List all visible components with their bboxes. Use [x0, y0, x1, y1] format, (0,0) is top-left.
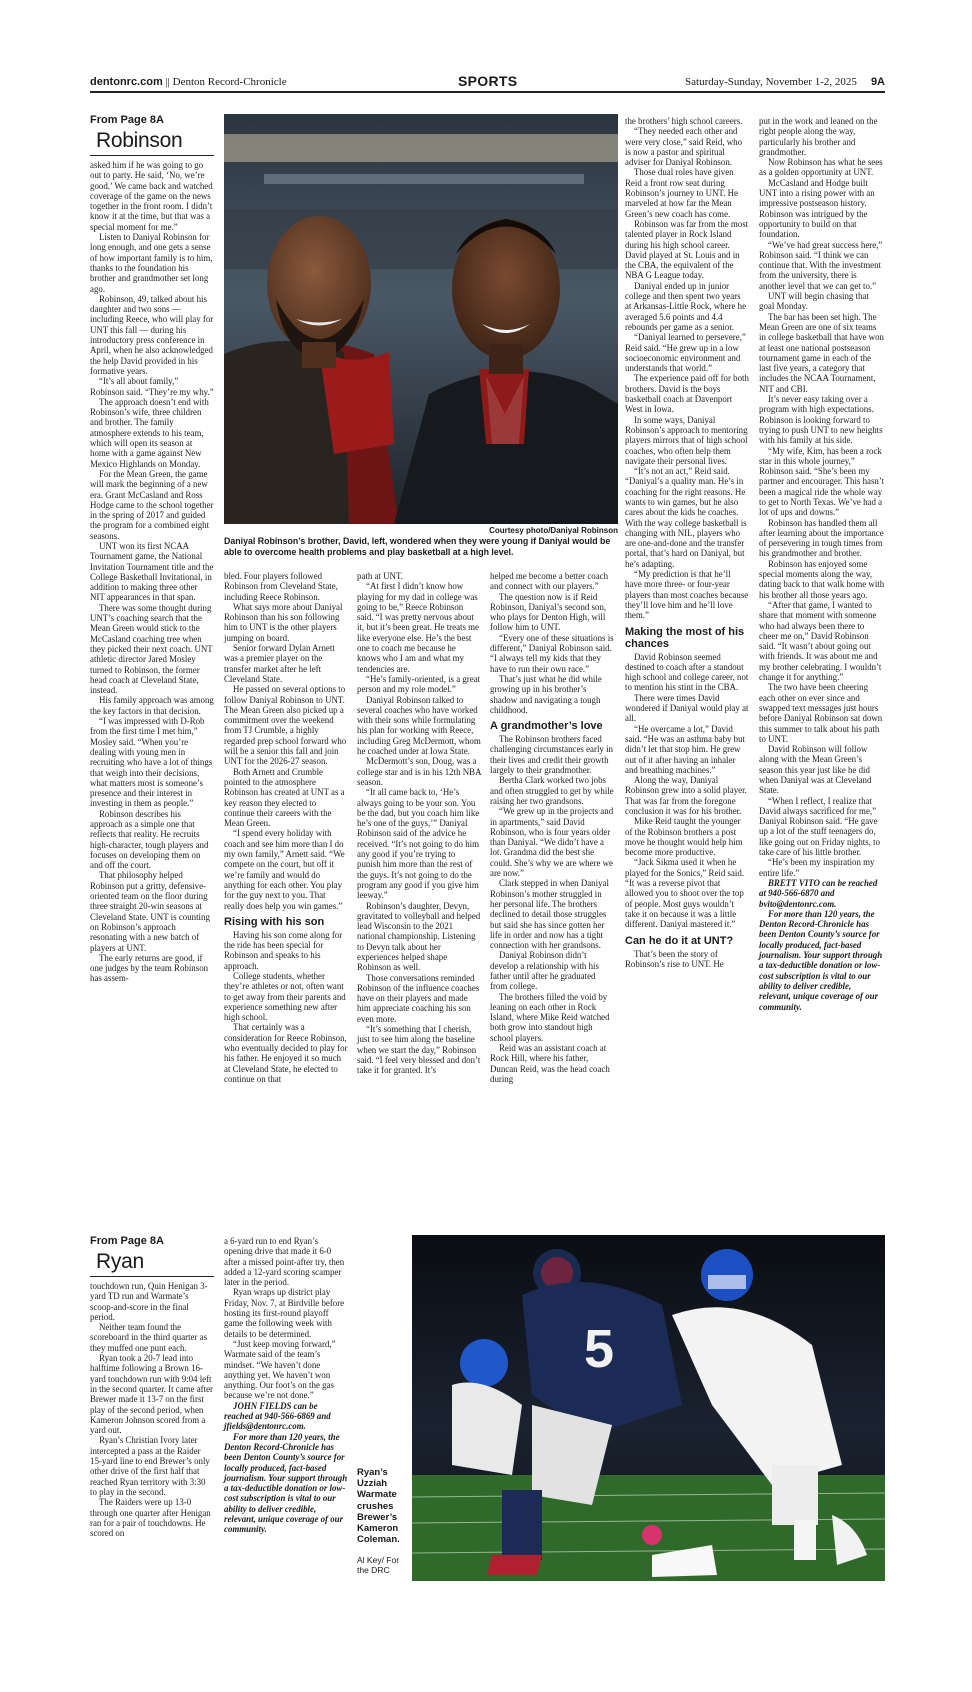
jersey-number: 5 [584, 1319, 615, 1379]
paragraph: He passed on several options to follow Daniyal Robinson to UNT. The Mean Green also picked up a commitment over the weekend from TJ Crumble, a highly regarded prep school forward who will be a senior this fall and join UNT for the 2026-27 season. [224, 684, 347, 767]
paragraph: touchdown run, Quin Henigan 3-yard TD run and Warmate’s scoop-and-score in the final period. [90, 1281, 208, 1322]
paragraph: The bar has been set high. The Mean Green are one of six teams in college basketball that have won at least one national postseason tournament game in each of the last five years, a category that includes the NCAA Tournament, NIT and CBI. [759, 311, 884, 394]
ryan-jump-label: From Page 8A [90, 1235, 164, 1247]
robinson-photo-caption: Daniyal Robinson’s brother, David, left, wondered when they were young if Daniyal would be able to overcome health problems and play basketball at a high level. [224, 536, 611, 557]
paragraph: David Robinson will follow along with the Mean Green’s season this year just like he did when Daniyal was at Cleveland State. [759, 744, 872, 796]
paragraph: Robinson has handled them all after learning about the importance of persevering in tough times from his grandmother and brother. [759, 517, 884, 559]
paragraph: Daniyal Robinson didn’t develop a relationship with his father until after he graduated from college. [490, 950, 599, 992]
paragraph: The Robinson brothers faced challenging circumstances early in their lives and credit their growth largely to their grandmother. [490, 734, 613, 776]
paragraph: “I was impressed with D-Rob from the first time I met him,” Mosley said. “When you’re dealing with young men in recruiting who have a lot of things that weigh into their decisions, what matters most is someone’s presence and their interest in investing in them as people.” [90, 716, 213, 809]
paragraph: Robinson, 49, talked about his daughter and two sons — including Reece, who will play for UNT this fall — during his introductory press conference in April, when he also acknowledged the help David provided in his formative years. [90, 293, 214, 376]
paragraph: put in the work and leaned on the right people along the way, particularly his brother and grandmother. [759, 116, 878, 157]
robinson-column-4 [490, 571, 614, 1084]
header-rule [90, 91, 885, 93]
paragraph: Mike Reid taught the younger of the Robinson brothers a post move he thought would help him become more productive. [625, 816, 743, 858]
support-tagline: For more than 120 years, the Denton Record-Chronicle has been Denton County’s source for locally produced, fact-based journalism. Your support through a tax-deductible donation or low-cost subscription is vital to our ability to deliver credible, relevant, unique coverage of our community. [224, 1431, 348, 1535]
paragraph: “We grew up in the projects and in apartments,” said David Robinson, who is four years older than Daniyal. “We didn’t have a lot. Grandma did the best she could. She’s why we are where we are now.” [490, 806, 614, 879]
paragraph: asked him if he was going to go out to party. He said, ‘No, we’re good.’ We came back and watched coverage of the game on the news together in the front room. I didn’t know it at the time, but that was a special moment for me.” [90, 160, 213, 232]
paragraph: The question now is if Reid Robinson, Daniyal’s second son, who plays for Denton High, will follow him to UNT. [490, 591, 607, 633]
issue-date: Saturday-Sunday, November 1-2, 2025 [685, 76, 857, 88]
paragraph: “He overcame a lot,” David said. “He was an asthma baby but didn’t let that stop him. He grew out of it after having an inhaler and breathing machines.” [625, 723, 746, 775]
robinson-jump-label: From Page 8A [90, 114, 164, 126]
paragraph: Listen to Daniyal Robinson for long enough, and one gets a sense of how important family is to him, thanks to the foundation his brother and grandmother set long ago. [90, 232, 213, 294]
paragraph: “Jack Sikma used it when he played for the Sonics,” Reid said. “It was a reverse pivot that allowed you to shoot over the top of people. Most guys wouldn’t take it on because it was a little different. Daniyal mastered it.” [625, 857, 745, 930]
paragraph: Having his son come along for the ride has been special for Robinson and speaks to his approach. [224, 929, 343, 971]
paragraph: a 6-yard run to end Ryan’s opening drive that made it 6-0 after a missed point-after try, then added a 12-yard scoring scamper later in the period. [224, 1236, 345, 1288]
masthead-right [685, 76, 885, 88]
paragraph: Ryan took a 20-7 lead into halftime following a Brown 16-yard touchdown run with 9:04 left in the second quarter. It came after Brewer made it 13-7 on the first play of the second period, when Kameron Johnson scored from a yard out. [90, 1353, 213, 1436]
masthead-left [90, 76, 287, 88]
paragraph: That philosophy helped Robinson put a gritty, defensive-oriented team on the floor during three straight 20-win seasons at Cleveland State. UNT is counting on Robinson’s approach resonating with a new batch of players at UNT. [90, 870, 210, 953]
ryan-column-1 [90, 1281, 214, 1538]
site-url[interactable]: dentonrc.com [90, 76, 163, 88]
paragraph: Those dual roles have given Reid a front row seat during Robinson’s journey to UNT. He marveled at how far the Mean Green’s new coach has come. [625, 167, 738, 219]
robinson-column-5 [625, 116, 749, 969]
paragraph: The experience paid off for both brothers. David is the boys basketball coach at Davenport West in Iowa. [625, 373, 749, 415]
paragraph: The approach doesn’t end with Robinson’s wife, three children and brother. The family atmosphere extends to his team, which will open its season at home with a game against New Mexico Highlands on Monday. [90, 396, 209, 469]
paragraph: There were times David wondered if Daniyal would play at all. [625, 692, 749, 724]
paragraph: “We’ve had great success here,” Robinson said. “I think we can continue that. With the investment from the university, there is another level that we can get to.” [759, 239, 883, 291]
paragraph: “After that game, I wanted to share that moment with someone who had always been there to cheer me on,” David Robinson said. “It wasn’t about going out with friends. It was about me and my brother celebrating. I wouldn’t change it for anything.” [759, 599, 882, 683]
paragraph: His family approach was among the key factors in that decision. [90, 695, 214, 716]
paragraph: Ryan wraps up district play Friday, Nov. 7, at Birdville before hosting its first-round playoff game the following week with details to be determined. [224, 1287, 345, 1339]
paragraph: Daniyal Robinson talked to several coaches who have worked with their sons while formulating his plan for working with Reece, including Greg McDermott, whom he coached under at Iowa State. [357, 694, 481, 757]
robinson-column-2 [224, 571, 348, 1084]
paragraph: Daniyal ended up in junior college and then spent two years at Arkansas-Little Rock, where he averaged 5.6 points and 4.4 rebounds per game as a senior. [625, 280, 747, 332]
football-illustration [412, 1235, 885, 1581]
paragraph: Robinson has enjoyed some special moments along the way, dating back to that walk home with his brother all those years ago. [759, 558, 885, 600]
paragraph: That’s been the story of Robinson’s rise to UNT. He [625, 948, 724, 969]
author-contact: BRETT VITO can be reached at 940-566-6870 and bvito@dentonrc.com. [759, 877, 878, 909]
paragraph: The early returns are good, if one judges by the team Robinson has assem- [90, 952, 209, 984]
paragraph: Bertha Clark worked two jobs and often struggled to get by while raising her two grandsons. [490, 775, 614, 806]
paragraph: David Robinson seemed destined to coach after a standout high school and college career, not to mention his stint in the CBA. [625, 651, 749, 693]
support-tagline: For more than 120 years, the Denton Record-Chronicle has been Denton County’s source for locally produced, fact-based journalism. Your support through a tax-deductible donation or low-cost subscription is vital to our ability to deliver credible, relevant, unique coverage of our community. [759, 908, 883, 1012]
paragraph: Along the way, Daniyal Robinson grew into a solid player. That was far from the foregone conclusion it was for his brother. [625, 775, 747, 816]
ryan-photo-caption: Ryan’s Uzziah Warmate crushes Brewer’s Kameron Coleman. [357, 1467, 400, 1546]
subhead: A grandmother’s love [490, 720, 603, 733]
paragraph: Both Arnett and Crumble pointed to the atmosphere Robinson has created at UNT as a key reason they elected to continue their careers with the Mean Green. [224, 766, 345, 829]
subhead: Rising with his son [224, 915, 325, 928]
paragraph: “Daniyal learned to persevere,” Reid said. “He grew up in a low socioeconomic environment and understands that world.” [625, 332, 746, 374]
paragraph: It’s never easy taking over a program with high expectations. Robinson is looking forward to trying to push UNT to new heights with his family at his side. [759, 394, 883, 446]
robinson-photo-credit: Courtesy photo/Daniyal Robinson [489, 526, 618, 535]
paragraph: “He’s family-oriented, is a great person and my role model.” [357, 673, 481, 695]
paragraph: “When I reflect, I realize that David always sacrificed for me,” Daniyal Robinson said. “He gave up a lot of the stuff teenagers do, like going out on Friday nights, to take care of his little brother. [759, 795, 881, 858]
paragraph: bled. Four players followed Robinson from Cleveland State, including Reece Robinson. [224, 571, 338, 602]
paragraph: What says more about Daniyal Robinson than his son following him to UNT is the other players jumping on board. [224, 601, 343, 643]
paragraph: “Just keep moving forward,” Warmate said of the team’s mindset. “We haven’t done anything yet. We haven’t won anything. Our foot’s on the gas because we’re not done.” [224, 1338, 336, 1401]
paragraph: McDermott’s son, Doug, was a college star and is in his 12th NBA season. [357, 756, 481, 787]
paragraph: Robinson describes his approach as a simple one that reflects that reality. He recruits high-character, tough players and focuses on developing them on and off the court. [90, 808, 209, 871]
page-header [90, 73, 885, 91]
robinson-column-1 [90, 160, 214, 984]
paragraph: Robinson’s daughter, Devyn, gravitated to volleyball and helped lead Wisconsin to the 2021 national championship. Listening to Devyn talk about her experiences helped shape Robinson as well. [357, 900, 481, 973]
subhead: Can he do it at UNT? [625, 934, 734, 947]
paragraph: path at UNT. [357, 571, 403, 581]
author-contact: JOHN FIELDS can be reached at 940-566-6869 and jfields@dentonrc.com. [224, 1400, 331, 1432]
ryan-photo-credit: Al Key/ For the DRC [357, 1555, 400, 1575]
ryan-column-2 [224, 1236, 348, 1535]
paragraph: “He’s been my inspiration my entire life.” [759, 857, 875, 878]
paragraph: Neither team found the scoreboard in the third quarter as they muffed one punt each. [90, 1322, 208, 1353]
robinson-column-6 [759, 116, 885, 1012]
paragraph: UNT won its first NCAA Tournament game, the National Invitation Tournament title and the College Basketball Invitational, in addition to making three other NIT appearances in that span. [90, 540, 214, 603]
paragraph: “Every one of these situations is different,” Daniyal Robinson said. “I always tell my kids that they have to run their own race.” [490, 632, 614, 674]
section-name: SPORTS [458, 73, 518, 89]
robinson-slug: Robinson [90, 127, 214, 156]
paragraph: Robinson was far from the most talented player in Rock Island during his high school career. David played at St. Louis and in the CBA, the equivalent of the NBA G League today. [625, 218, 749, 281]
robinson-brothers-photo [224, 114, 618, 524]
paragraph: The brothers filled the void by leaning on each other in Rock Island, where Mike Reid watched both grow into standout high school players. [490, 991, 610, 1043]
paragraph: “They needed each other and were very close,” said Reid, who is now a pastor and spiritual adviser for Daniyal Robinson. [625, 126, 743, 168]
paragraph: “My wife, Kim, has been a rock star in this whole journey,” Robinson said. “She’s been my partner and encourager. This hasn’t been a magical ride the whole way to get to North Texas. We’ve had a lot of ups and downs.” [759, 445, 885, 518]
paragraph: “My prediction is that he’ll have more three- or four-year players than most coaches because they’ll love him and he’ll love them.” [625, 569, 749, 621]
football-action-photo [412, 1235, 885, 1581]
paragraph: The two have been cheering each other on ever since and swapped text messages just hours before Daniyal Robinson sat down this summer to talk about his path to UNT. [759, 682, 883, 744]
paragraph: “It’s all about family,” Robinson said. “They’re my why.” [90, 376, 214, 397]
ryan-slug: Ryan [90, 1248, 214, 1277]
paragraph: In some ways, Daniyal Robinson’s approach to mentoring players mirrors that of high school coaches, who often help them navigate their personal lives. [625, 414, 748, 466]
paragraph: “It all came back to, ‘He’s always going to be your son. You be the dad, but you coach him like he’s one of the guys,’” Daniyal Robinson said of the advice he received. “It’s not going to do him any good if you’re trying to punish him more than the rest of the guys. It’s not going to do the program any good if you give him leeway.” [357, 787, 480, 901]
paragraph: Those conversations reminded Robinson of the influence coaches have on their players and made him appreciate coaching his son even more. [357, 972, 480, 1024]
paragraph: That certainly was a consideration for Reece Robinson, who eventually decided to play for his father. He enjoyed it so much at Cleveland State, he elected to continue on that [224, 1022, 348, 1084]
robinson-column-3 [357, 571, 481, 1076]
photo-illustration [224, 114, 618, 524]
paragraph: College students, whether they’re athletes or not, often want to get away from their parents and experience something new after high school. [224, 970, 346, 1023]
paragraph: Senior forward Dylan Arnett was a premier player on the transfer market after he left Cleveland State. [224, 643, 335, 684]
paragraph: For the Mean Green, the game will mark the beginning of a new era. Grant McCasland and Ross Hodge came to the school together in the spring of 2017 and guided the program for a combined eight seasons. [90, 468, 214, 541]
page-number: 9A [870, 76, 885, 88]
paragraph: That’s just what he did while growing up in his brother’s shadow and navigating a tough childhood. [490, 673, 602, 715]
paragraph: “It’s something that I cherish, just to see him along the baseline when we start the day,” Robinson said. “I feel very blessed and don’t take it for granted. It’s [357, 1024, 481, 1076]
paragraph: helped me become a better coach and connect with our players.” [490, 571, 609, 592]
subhead: Making the most of his chances [625, 625, 745, 650]
paragraph: There was some thought during UNT’s coaching search that the Mean Green would stick to the McCasland coaching tree when they picked their next coach. UNT athletic director Jared Mosley turned to Robinson, the former head coach at Cleveland State, instead. [90, 602, 213, 696]
paragraph: Ryan’s Christian Ivory later intercepted a pass at the Raider 15-yard line to end Brewer’s only other drive of the first half that reached Ryan territory with 3:30 to play in the second. [90, 1435, 210, 1497]
paragraph: McCasland and Hodge built UNT into a rising power with an impressive postseason history. Robinson was intrigued by the opportunity to build on that foundation. [759, 177, 875, 240]
paragraph: Clark stepped in when Daniyal Robinson’s mother struggled in her personal life. The brothers declined to detail those struggles but said she has since gotten her life in order and now has a tight connection with her grandsons. [490, 878, 609, 951]
paragraph: “At first I didn’t know how playing for my dad in college was going to be,” Reece Robinson said. “I was pretty nervous about it, but it’s been great. He treats me like everyone else. He’s the best one to coach me because he knows who I am and what my tendencies are. [357, 581, 479, 674]
paragraph: Reid was an assistant coach at Rock Hill, where his father, Duncan Reid, was the head coach during [490, 1043, 610, 1084]
paragraph: “It’s not an act,” Reid said. “Daniyal’s a quality man. He’s in coaching for the right reasons. He wants to win games, but he also cares about the kids he coaches. With the way college basketball is changing with NIL, players who are one-and-done and the transfer portal, that’s hard on Daniyal, but he’s adapting. [625, 466, 747, 569]
paragraph: UNT will begin chasing that goal Monday. [759, 291, 869, 312]
paper-name: || Denton Record-Chronicle [162, 76, 287, 88]
paragraph: the brothers’ high school careers. [625, 116, 743, 126]
paragraph: Now Robinson has what he sees as a golden opportunity at UNT. [759, 157, 883, 178]
paragraph: The Raiders were up 13-0 through one quarter after Henigan ran for a pair of touchdowns. He scored on [90, 1497, 211, 1539]
paragraph: “I spend every holiday with coach and see him more than I do my own family,” Arnett said. “We compete on the court, but off it we’re family and would do anything for each other. You play for the guy next to you. That really does help you win games.” [224, 828, 345, 911]
